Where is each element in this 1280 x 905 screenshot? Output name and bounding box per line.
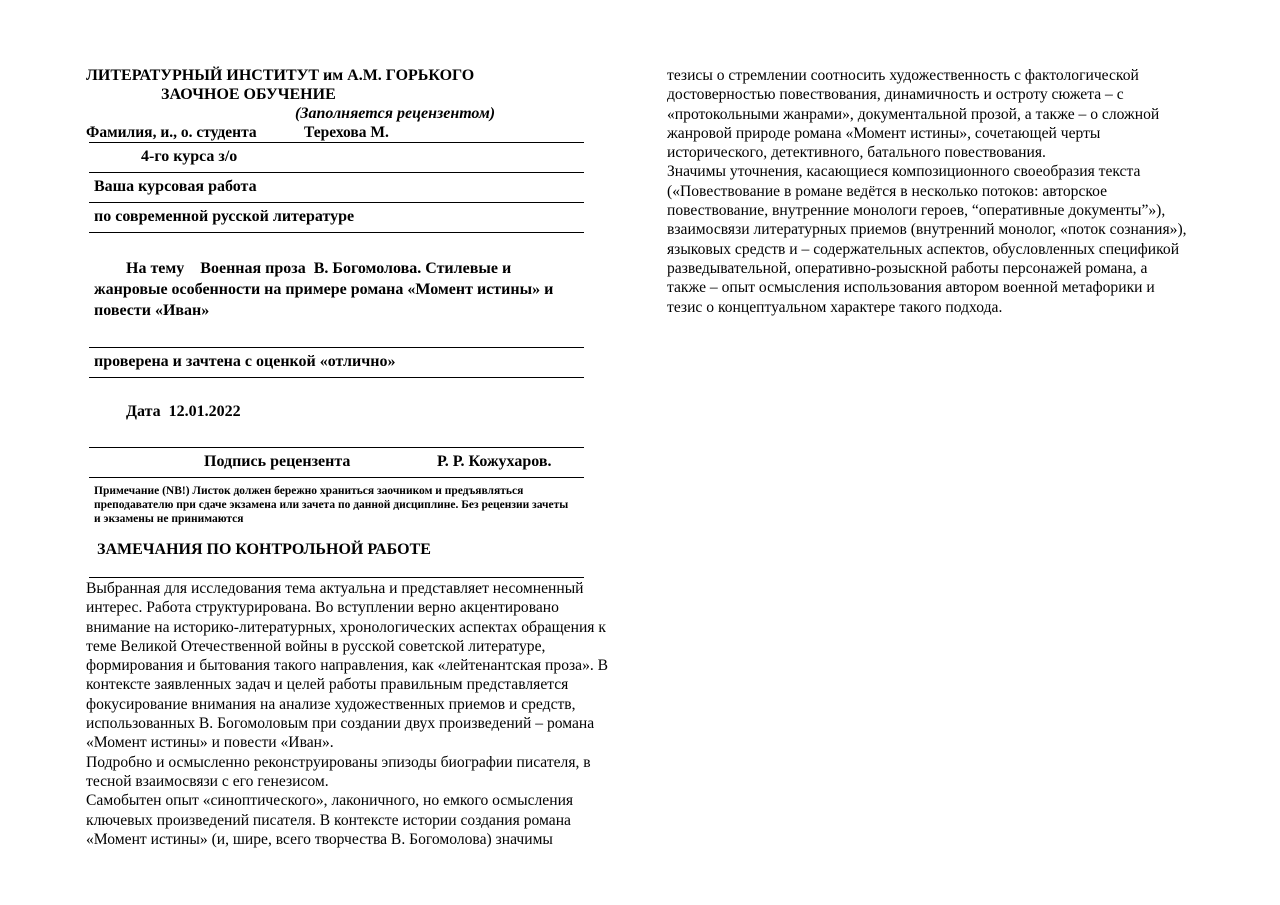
right-column bbox=[667, 66, 1187, 317]
remarks-paragraph: Самобытен опыт «синоптического», лаконичного, но емкого осмысления ключевых произведений писателя. В контексте истории создания романа «Момент истины» (и, шире, всего творчества В. Богомолова) значимы bbox=[86, 792, 574, 848]
course-row bbox=[89, 142, 584, 173]
date-row bbox=[89, 378, 584, 448]
remarks-title: ЗАМЕЧАНИЯ ПО КОНТРОЛЬНОЙ РАБОТЕ bbox=[97, 541, 431, 558]
course-value: 4-го курса з/о bbox=[141, 148, 238, 165]
student-line bbox=[86, 124, 616, 142]
student-label: Фамилия, и., о. студента bbox=[86, 124, 257, 141]
remarks-paragraph: Подробно и осмысленно реконструированы эпизоды биографии писателя, в тесной взаимосвязи с его генезисом. bbox=[86, 753, 591, 790]
note-text: Примечание (NB!) Листок должен бережно храниться заочником и предъявляться преподавателю при сдаче экзамена или зачета по данной дисциплине. Без рецензии зачеты и экзамены не принимаются bbox=[94, 485, 569, 525]
subject-value: по современной русской литературе bbox=[94, 208, 355, 225]
institute-title: ЛИТЕРАТУРНЫЙ ИНСТИТУТ им А.М. ГОРЬКОГО bbox=[86, 67, 475, 84]
remarks-paragraph: Значимы уточнения, касающиеся композиционного своеобразия текста («Повествование в романе ведётся в несколько потоков: авторское повествование, внутренние монологи героев, “оперативные документы”»), взаимосвязи литературных приемов (внутренний монолог, «поток сознания»), языковых средств и – содержательных аспектов, обусловленных спецификой разведывательной, оперативно-розыскной работы персонажей романа, а также – опыт осмысления использования автором военной метафорики и тезис о концептуальном характере такого подхода. bbox=[667, 163, 1187, 316]
left-column bbox=[86, 66, 616, 849]
date-value: Дата 12.01.2022 bbox=[126, 403, 241, 420]
remarks-paragraph: Выбранная для исследования тема актуальна и представляет несомненный интерес. Работа структурирована. Во вступлении верно акцентировано внимание на историко-литературных, хронологических аспектах обращения к теме Великой Отечественной войны в русской советской литературе, формирования и бытования такого направления, как «лейтенантская проза». В контексте заявленных задач и целей работы правильным представляется фокусирование внимания на анализе художественных приемов и средств, использованных В. Богомоловым при создании двух произведений – романа «Момент истины» и повести «Иван». bbox=[86, 580, 609, 752]
review-form bbox=[89, 142, 584, 526]
remarks-text-left bbox=[86, 579, 616, 849]
study-form-title: ЗАОЧНОЕ ОБУЧЕНИЕ bbox=[161, 86, 336, 103]
remarks-paragraph: тезисы о стремлении соотносить художественность с фактологической достоверностью повествования, динамичность и остроту сюжета – с «протокольными жанрами», документальной прозой, а также – о сложной жанровой природе романа «Момент истины», сочетающей черты исторического, детективного, батального повествования. bbox=[667, 67, 1160, 162]
result-row bbox=[89, 348, 584, 378]
reviewer-name: Р. Р. Кожухаров. bbox=[437, 453, 552, 470]
filled-by-note: (Заполняется рецензентом) bbox=[295, 105, 496, 122]
student-name: Терехова М. bbox=[304, 124, 389, 141]
work-label: Ваша курсовая работа bbox=[94, 178, 257, 195]
subject-row bbox=[89, 203, 584, 233]
remarks-text-right bbox=[667, 66, 1187, 317]
remarks-divider bbox=[89, 560, 584, 578]
topic-value: На тему Военная проза В. Богомолова. Стилевые и жанровые особенности на примере романа «Момент истины» и повести «Иван» bbox=[94, 260, 558, 319]
signature-label: Подпись рецензента bbox=[204, 453, 351, 470]
topic-row bbox=[89, 233, 584, 348]
work-row bbox=[89, 173, 584, 203]
result-value: проверена и зачтена с оценкой «отлично» bbox=[94, 353, 396, 370]
signature-row bbox=[89, 448, 584, 478]
